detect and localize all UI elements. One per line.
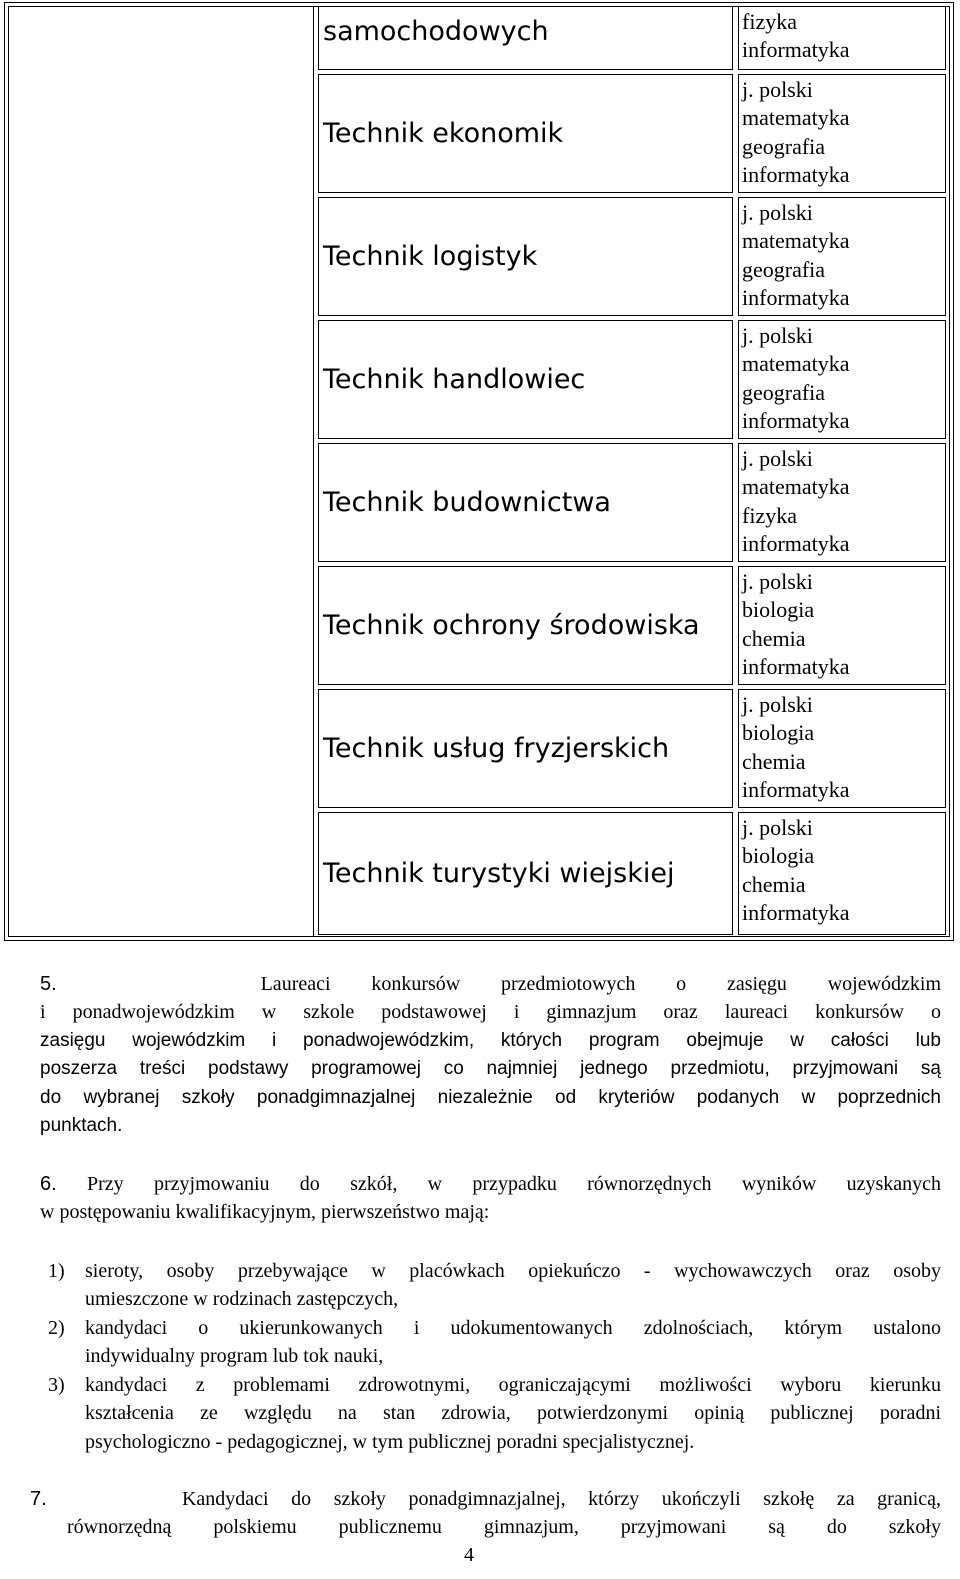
table-row-subjects: fizyka informatyka — [738, 6, 946, 70]
table-row-subjects: j. polski biologia chemia informatyka — [738, 689, 946, 808]
list-item — [48, 1371, 941, 1456]
table-row-name: Technik handlowiec — [318, 320, 733, 439]
list-item — [48, 1257, 941, 1314]
list-item-line: kandydaci o ukierunkowanych i udokumentowanych zdolnościach, którym ustalono — [85, 1317, 941, 1339]
paragraph-5 — [40, 970, 941, 1140]
paragraph-line: 6. Przy przyjmowaniu do szkół, w przypadku równorzędnych wyników uzyskanych — [40, 1173, 941, 1195]
table-row-name: Technik budownictwa — [318, 443, 733, 562]
table-row-subjects: j. polski matematyka geografia informatyka — [738, 197, 946, 316]
list-item-number: 3) — [48, 1374, 65, 1396]
list-item-line: umieszczone w rodzinach zastępczych, — [85, 1288, 399, 1311]
paragraph-number: 7. — [30, 1488, 47, 1510]
paragraph-line: do wybranej szkoły ponadgimnazjalnej niezależnie od kryteriów podanych w poprzednich — [40, 1086, 941, 1108]
table-row-subjects: j. polski matematyka geografia informatyka — [738, 74, 946, 193]
table-row-name: Technik logistyk — [318, 197, 733, 316]
paragraph-line: punktach. — [40, 1115, 123, 1137]
table-row-name: Technik turystyki wiejskiej — [318, 812, 733, 935]
table-column-divider — [313, 6, 314, 937]
table-row-subjects: j. polski biologia chemia informatyka — [738, 566, 946, 685]
paragraph-line: 7. Kandydaci do szkoły ponadgimnazjalnej, którzy ukończyli szkołę za granicą, — [30, 1488, 942, 1510]
table-row-name: Technik ochrony środowiska — [318, 566, 733, 685]
paragraph-line: równorzędną polskiemu publicznemu gimnazjum, przyjmowani są do szkoły — [67, 1516, 941, 1539]
paragraph-number: 5. — [40, 973, 57, 995]
paragraph-line: 5. Laureaci konkursów przedmiotowych o zasięgu wojewódzkim — [40, 973, 942, 995]
table-row-name: Technik ekonomik — [318, 74, 733, 193]
list-item-line: psychologiczno - pedagogicznej, w tym publicznej poradni specjalistycznej. — [85, 1430, 695, 1453]
table-row-subjects: j. polski biologia chemia informatyka — [738, 812, 946, 935]
list-item-line: kształcenia ze względu na stan zdrowia, potwierdzonymi opinią publicznej poradni — [85, 1402, 941, 1425]
list-item-line: indywidualny program lub tok nauki, — [85, 1345, 384, 1368]
list-item-line: sieroty, osoby przebywające w placówkach opiekuńczo - wychowawczych oraz osoby — [85, 1260, 941, 1282]
paragraph-line: i ponadwojewódzkim w szkole podstawowej i gimnazjum oraz laureaci konkursów o — [40, 1001, 941, 1024]
paragraph-line: poszerza treści podstawy programowej co najmniej jednego przedmiotu, przyjmowani są — [40, 1058, 941, 1080]
table-row-name: Technik usług fryzjerskich — [318, 689, 733, 808]
list-item-number: 1) — [48, 1260, 65, 1282]
table-row-name: samochodowych — [318, 6, 733, 70]
paragraph-line: w postępowaniu kwalifikacyjnym, pierwszeństwo mają: — [40, 1201, 490, 1224]
paragraph-7 — [30, 1485, 941, 1542]
table-row-subjects: j. polski matematyka geografia informatyka — [738, 320, 946, 439]
paragraph-line: zasięgu wojewódzkim i ponadwojewódzkim, których program obejmuje w całości lub — [40, 1029, 941, 1051]
table-row-subjects: j. polski matematyka fizyka informatyka — [738, 443, 946, 562]
list-item — [48, 1314, 941, 1371]
paragraph-6 — [40, 1170, 941, 1227]
list-item-number: 2) — [48, 1317, 65, 1339]
paragraph-number: 6. — [40, 1173, 57, 1195]
list-item-line: kandydaci z problemami zdrowotnymi, ograniczającymi możliwości wyboru kierunku — [85, 1374, 941, 1396]
page-number: 4 — [464, 1544, 474, 1566]
